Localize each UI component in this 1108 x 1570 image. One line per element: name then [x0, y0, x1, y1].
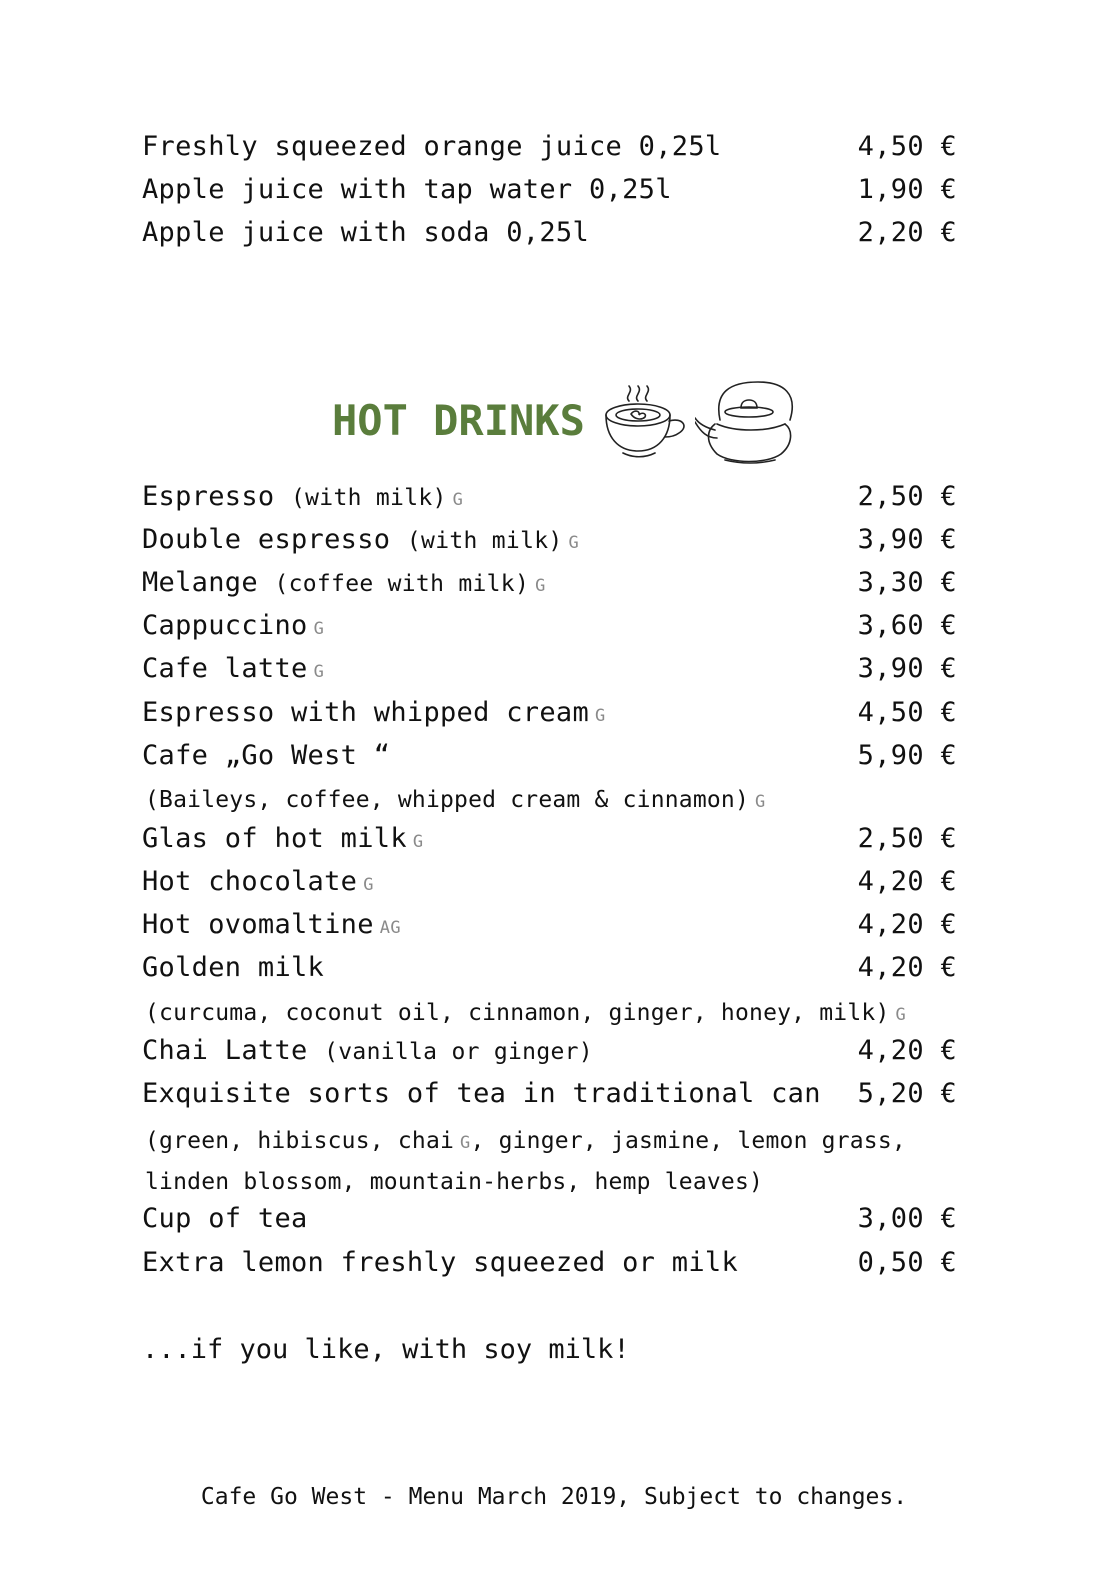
menu-item-cafe-go-west	[142, 740, 957, 776]
item-price: 4,20 €	[857, 1035, 957, 1066]
section-title: HOT DRINKS	[332, 395, 585, 445]
item-name: Cappuccino	[142, 610, 308, 641]
item-price: 2,50 €	[857, 481, 957, 512]
allergen-code: G	[452, 490, 464, 510]
item-name: Double espresso	[142, 524, 391, 555]
item-name: Apple juice with soda 0,25l	[142, 217, 589, 248]
item-price: 1,90 €	[857, 174, 957, 205]
item-name: Cup of tea	[142, 1203, 308, 1234]
allergen-code: G	[755, 792, 766, 812]
allergen-code: G	[313, 662, 325, 682]
item-price: 4,50 €	[857, 131, 957, 162]
item-detail: (coffee with milk)	[274, 571, 530, 597]
menu-item-tea-can	[142, 1078, 957, 1114]
item-name: Apple juice with tap water 0,25l	[142, 174, 672, 205]
item-price: 4,20 €	[857, 952, 957, 983]
item-price: 3,90 €	[857, 524, 957, 555]
item-name: Chai Latte	[142, 1035, 308, 1066]
allergen-code: AG	[379, 918, 401, 938]
item-name: Freshly squeezed orange juice 0,25l	[142, 131, 722, 162]
menu-item-cup-of-tea	[142, 1203, 957, 1239]
note-text: linden blossom, mountain-herbs, hemp leaves)	[145, 1169, 764, 1195]
menu-item-espresso-whipped-cream	[142, 697, 957, 733]
item-name: Cafe „Go West “	[142, 740, 391, 771]
item-name: Golden milk	[142, 952, 325, 983]
menu-item-espresso	[142, 481, 957, 517]
allergen-code: G	[313, 619, 325, 639]
allergen-code: G	[412, 832, 424, 852]
menu-item-apple-juice-soda	[142, 217, 957, 253]
menu-item-melange	[142, 567, 957, 603]
allergen-code: G	[568, 533, 580, 553]
menu-item-golden-milk	[142, 952, 957, 988]
section-heading	[332, 392, 805, 448]
item-name: Glas of hot milk	[142, 823, 407, 854]
menu-item-chai-latte	[142, 1035, 957, 1071]
menu-item-hot-ovomaltine	[142, 909, 957, 945]
item-price: 4,20 €	[857, 866, 957, 897]
teapot-icon	[695, 380, 805, 466]
item-name: Espresso with whipped cream	[142, 697, 589, 728]
allergen-code: G	[535, 576, 546, 596]
note-text: (Baileys, coffee, whipped cream & cinnamon)	[145, 787, 750, 813]
menu-item-cappuccino	[142, 610, 957, 646]
item-name: Hot chocolate	[142, 866, 358, 897]
item-price: 4,20 €	[857, 909, 957, 940]
item-detail: (vanilla or ginger)	[324, 1039, 593, 1065]
allergen-code: G	[595, 706, 606, 726]
menu-item-hot-chocolate	[142, 866, 957, 902]
allergen-code: G	[363, 875, 374, 895]
allergen-code: G	[460, 1133, 471, 1153]
item-price: 3,00 €	[857, 1203, 957, 1234]
menu-item-extra-lemon	[142, 1247, 957, 1283]
item-price: 3,90 €	[857, 653, 957, 684]
item-price: 5,90 €	[857, 740, 957, 771]
item-price: 3,60 €	[857, 610, 957, 641]
coffee-cup-icon	[601, 383, 691, 465]
menu-item-cafe-latte	[142, 653, 957, 689]
item-name: Extra lemon freshly squeezed or milk	[142, 1247, 738, 1278]
menu-item-double-espresso	[142, 524, 957, 560]
menu-item-apple-juice-tap	[142, 174, 957, 210]
item-price: 5,20 €	[857, 1078, 957, 1109]
item-note	[145, 1000, 906, 1026]
item-name: Melange	[142, 567, 258, 598]
item-note	[145, 1169, 763, 1195]
item-price: 3,30 €	[857, 567, 957, 598]
item-name: Exquisite sorts of tea in traditional can	[142, 1078, 821, 1109]
item-note	[145, 1128, 906, 1154]
item-name: Espresso	[142, 481, 275, 512]
menu-item-hot-milk	[142, 823, 957, 859]
item-price: 4,50 €	[857, 697, 957, 728]
item-name: Cafe latte	[142, 653, 308, 684]
menu-item-orange-juice	[142, 131, 957, 167]
note-text: , ginger, jasmine, lemon grass,	[470, 1128, 906, 1154]
item-detail: (with milk)	[291, 485, 447, 511]
item-price: 2,20 €	[857, 217, 957, 248]
footer-text: Cafe Go West - Menu March 2019, Subject to changes.	[200, 1484, 908, 1510]
item-name: Hot ovomaltine	[142, 909, 374, 940]
soy-milk-note: ...if you like, with soy milk!	[142, 1334, 630, 1365]
note-text: (curcuma, coconut oil, cinnamon, ginger, honey, milk)	[145, 1000, 890, 1026]
item-price: 0,50 €	[857, 1247, 957, 1278]
item-note	[145, 787, 765, 813]
item-detail: (with milk)	[406, 528, 563, 554]
note-text: (green, hibiscus, chai	[145, 1128, 455, 1154]
allergen-code: G	[895, 1005, 906, 1025]
item-price: 2,50 €	[857, 823, 957, 854]
